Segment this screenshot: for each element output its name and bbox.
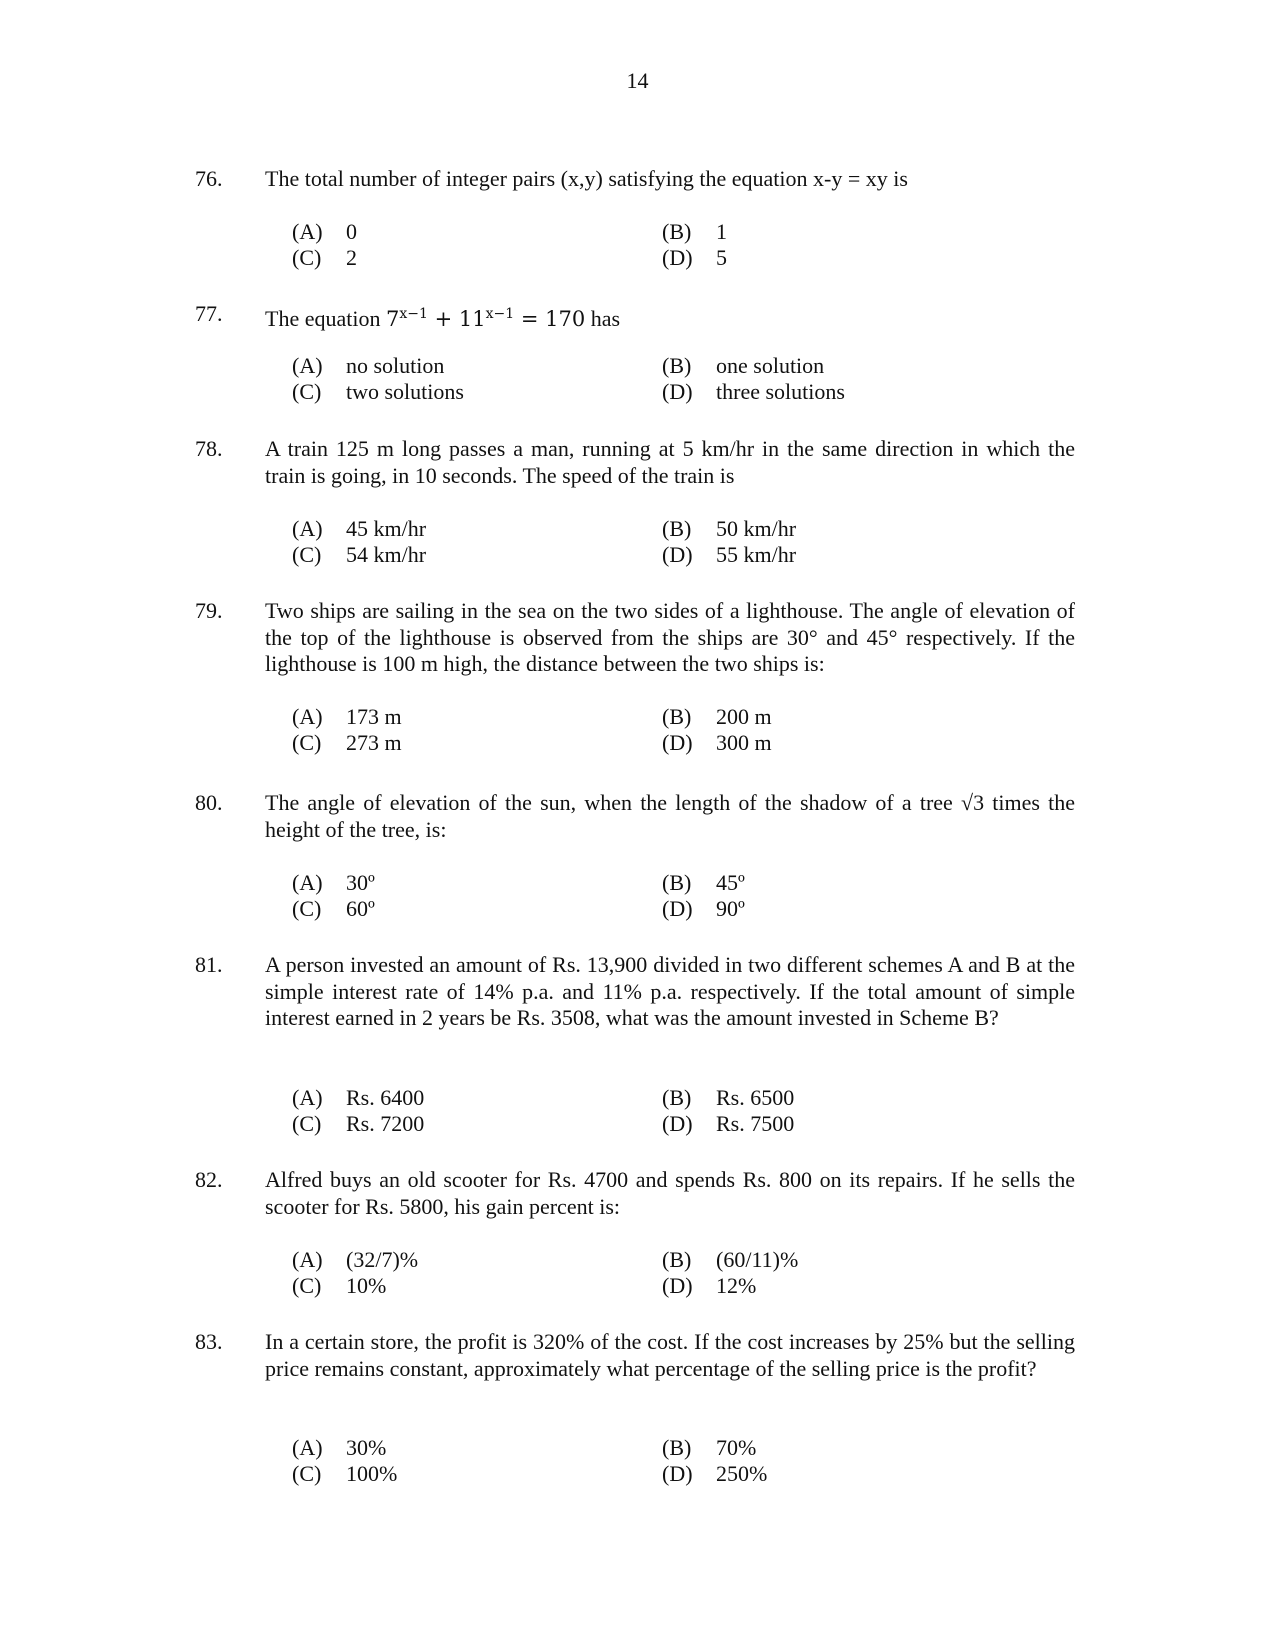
option-b[interactable] [662, 219, 727, 245]
option-text: Rs. 7200 [346, 1111, 425, 1136]
option-label: (A) [292, 1247, 323, 1272]
option-text: Rs. 7500 [716, 1111, 795, 1136]
equation-base: 7 [385, 307, 400, 331]
option-label: (D) [662, 542, 693, 567]
option-label: (D) [662, 245, 693, 270]
option-label: (D) [662, 1273, 693, 1298]
option-d[interactable] [662, 542, 796, 568]
option-text: 200 m [716, 704, 772, 729]
option-text: two solutions [346, 379, 464, 404]
option-text: 70% [716, 1435, 757, 1460]
page-number: 14 [626, 68, 649, 93]
option-b[interactable] [662, 1247, 798, 1273]
option-text: 45º [716, 870, 745, 895]
option-text: 5 [716, 245, 727, 270]
option-d[interactable] [662, 245, 727, 271]
option-label: (B) [662, 353, 692, 378]
question-text-before: The equation [265, 306, 381, 331]
option-label: (C) [292, 245, 322, 270]
option-label: (C) [292, 896, 322, 921]
option-label: (D) [662, 730, 693, 755]
question-number: 79. [195, 598, 223, 623]
option-text: 45 km/hr [346, 516, 427, 541]
option-text: (32/7)% [346, 1247, 419, 1272]
option-text: 173 m [346, 704, 402, 729]
option-label: (D) [662, 379, 693, 404]
option-label: (A) [292, 870, 323, 895]
option-text: three solutions [716, 379, 845, 404]
option-text: 10% [346, 1273, 387, 1298]
option-a[interactable] [292, 516, 426, 542]
option-b[interactable] [662, 516, 796, 542]
option-a[interactable] [292, 353, 444, 379]
question-number: 76. [195, 166, 223, 191]
equation-exponent: x−1 [485, 306, 515, 322]
option-a[interactable] [292, 870, 375, 896]
option-c[interactable] [292, 245, 357, 271]
option-label: (C) [292, 1111, 322, 1136]
option-d[interactable] [662, 379, 845, 405]
equation-base: 11 [458, 307, 486, 331]
question-text: The total number of integer pairs (x,y) satisfying the equation x-y = xy is [265, 166, 908, 191]
option-text: 30º [346, 870, 375, 895]
option-text: Rs. 6500 [716, 1085, 795, 1110]
equation-rhs: = 170 [520, 307, 586, 331]
question-number: 77. [195, 301, 223, 326]
option-label: (C) [292, 379, 322, 404]
question-number: 80. [195, 790, 223, 815]
option-a[interactable] [292, 1085, 424, 1111]
question-text: A train 125 m long passes a man, running at 5 km/hr in the same direction in which the train is going, in 10 seconds. The speed of the train is [265, 436, 1075, 488]
option-label: (A) [292, 219, 323, 244]
option-d[interactable] [662, 896, 745, 922]
option-c[interactable] [292, 1461, 397, 1487]
question-number: 78. [195, 436, 223, 461]
option-b[interactable] [662, 1435, 756, 1461]
option-a[interactable] [292, 219, 357, 245]
option-c[interactable] [292, 1111, 424, 1137]
option-text: (60/11)% [716, 1247, 799, 1272]
question-text: A person invested an amount of Rs. 13,900 divided in two different schemes A and B at the simple interest rate of 14% p.a. and 11% p.a. respectively. If the total amount of simple interest earned in 2 years be Rs. 3508, what was the amount invested in Scheme B? [265, 952, 1075, 1030]
option-label: (A) [292, 516, 323, 541]
option-a[interactable] [292, 1435, 386, 1461]
equation-operator: + [434, 307, 453, 331]
option-text: 90º [716, 896, 745, 921]
question-text: The angle of elevation of the sun, when the length of the shadow of a tree √3 times the height of the tree, is: [265, 790, 1075, 842]
option-c[interactable] [292, 896, 375, 922]
option-text: 1 [716, 219, 727, 244]
option-label: (B) [662, 1435, 692, 1460]
option-label: (D) [662, 1111, 693, 1136]
option-label: (A) [292, 353, 323, 378]
option-b[interactable] [662, 1085, 794, 1111]
option-label: (B) [662, 870, 692, 895]
option-label: (B) [662, 704, 692, 729]
option-label: (B) [662, 1247, 692, 1272]
option-text: 50 km/hr [716, 516, 797, 541]
option-text: 60º [346, 896, 375, 921]
option-text: 100% [346, 1461, 398, 1486]
option-label: (A) [292, 1435, 323, 1460]
option-text: 54 km/hr [346, 542, 427, 567]
option-text: 250% [716, 1461, 768, 1486]
option-label: (B) [662, 219, 692, 244]
question-number: 82. [195, 1167, 223, 1192]
option-c[interactable] [292, 730, 402, 756]
question-text: In a certain store, the profit is 320% of the cost. If the cost increases by 25% but the selling price remains constant, approximately what percentage of the selling price is the profit? [265, 1329, 1075, 1381]
option-text: no solution [346, 353, 445, 378]
option-text: one solution [716, 353, 825, 378]
option-label: (D) [662, 1461, 693, 1486]
option-label: (C) [292, 1461, 322, 1486]
option-text: 0 [346, 219, 357, 244]
option-d[interactable] [662, 1461, 767, 1487]
option-a[interactable] [292, 1247, 418, 1273]
option-c[interactable] [292, 542, 426, 568]
question-number: 81. [195, 952, 223, 977]
equation-exponent: x−1 [399, 306, 428, 322]
option-d[interactable] [662, 1273, 756, 1299]
option-text: 273 m [346, 730, 402, 755]
option-label: (D) [662, 896, 693, 921]
option-label: (C) [292, 542, 322, 567]
option-label: (A) [292, 704, 323, 729]
option-d[interactable] [662, 1111, 794, 1137]
option-text: 2 [346, 245, 357, 270]
equation [386, 307, 585, 331]
option-label: (C) [292, 730, 322, 755]
option-b[interactable] [662, 353, 824, 379]
option-text: 12% [716, 1273, 757, 1298]
option-label: (C) [292, 1273, 322, 1298]
question-text: Two ships are sailing in the sea on the two sides of a lighthouse. The angle of elevation of the top of the lighthouse is observed from the ships are 30° and 45° respectively. If the lighthouse is 100 m high, the distance between the two ships is: [265, 598, 1075, 676]
option-label: (A) [292, 1085, 323, 1110]
question-text: Alfred buys an old scooter for Rs. 4700 and spends Rs. 800 on its repairs. If he sells the scooter for Rs. 5800, his gain percent is: [265, 1167, 1075, 1219]
option-label: (B) [662, 516, 692, 541]
option-c[interactable] [292, 379, 464, 405]
option-text: 30% [346, 1435, 387, 1460]
question-text-after: has [590, 306, 621, 331]
option-a[interactable] [292, 704, 402, 730]
option-label: (B) [662, 1085, 692, 1110]
option-text: 300 m [716, 730, 772, 755]
option-c[interactable] [292, 1273, 386, 1299]
question-number: 83. [195, 1329, 223, 1354]
option-d[interactable] [662, 730, 772, 756]
option-text: Rs. 6400 [346, 1085, 425, 1110]
option-b[interactable] [662, 870, 745, 896]
option-b[interactable] [662, 704, 772, 730]
option-text: 55 km/hr [716, 542, 797, 567]
question-text [265, 301, 1075, 333]
